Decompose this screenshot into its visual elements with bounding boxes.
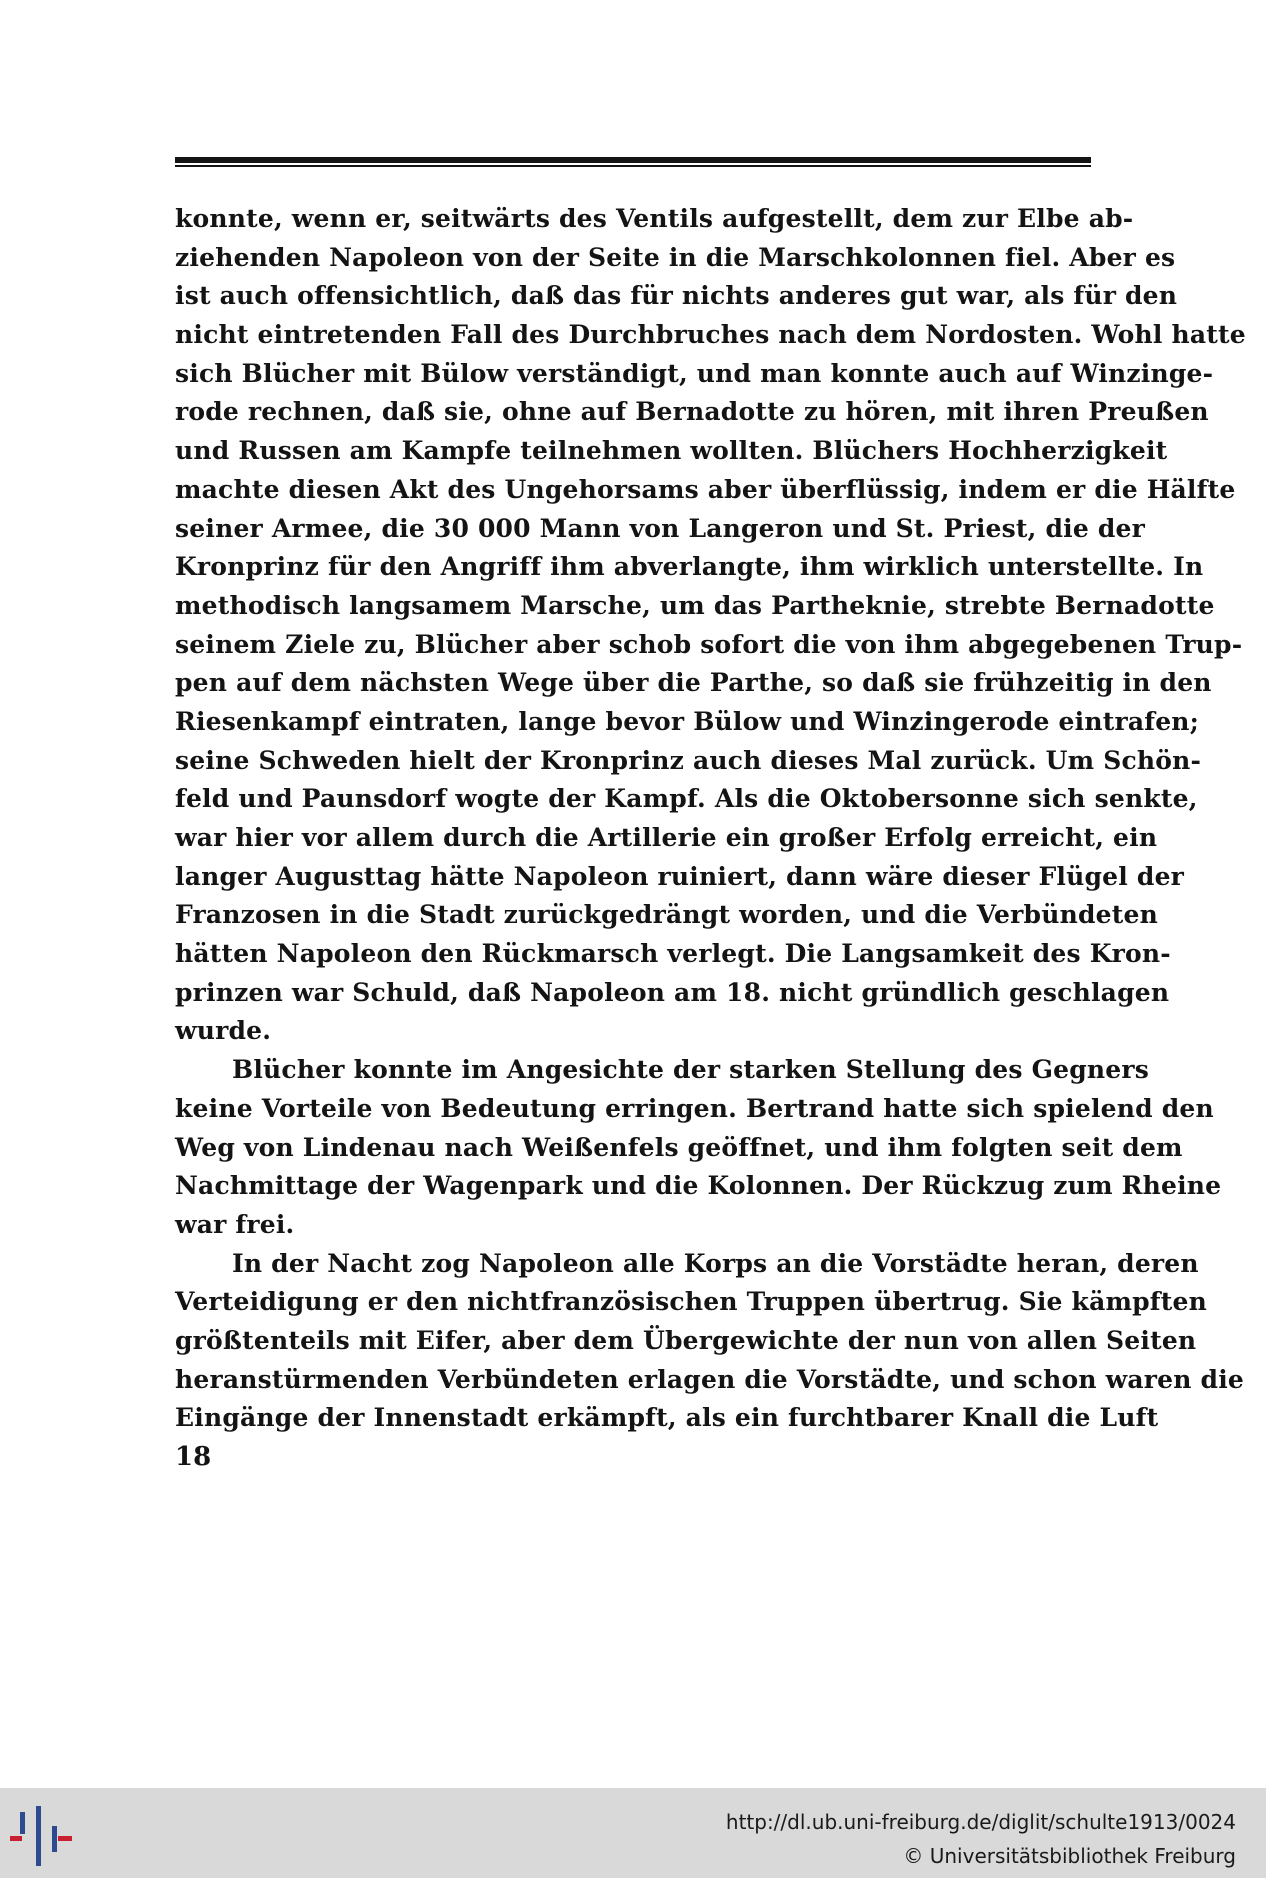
text-line: methodisch langsamem Marsche, um das Partheknie, strebte Bernadotte (175, 590, 1215, 620)
text-line: hätten Napoleon den Rückmarsch verlegt. Die Langsamkeit des Kron- (175, 939, 1171, 969)
text-line: konnte, wenn er, seitwärts des Ventils aufgestellt, dem zur Elbe ab- (175, 204, 1134, 233)
text-line: ist auch offensichtlich, daß das für nichts anderes gut war, als für den (175, 281, 1178, 311)
text-line: größtenteils mit Eifer, aber dem Übergewichte der nun von allen Seiten (175, 1325, 1197, 1355)
page-number: 18 (175, 1442, 212, 1472)
logo-dash-left (10, 1836, 22, 1841)
text-line: nicht eintretenden Fall des Durchbruches nach dem Nordosten. Wohl hatte (175, 320, 1246, 350)
footer-url-link[interactable]: http://dl.ub.uni-freiburg.de/diglit/schulte1913/0024 (725, 1810, 1236, 1834)
text-line: machte diesen Akt des Ungehorsams aber überflüssig, indem er die Hälfte (175, 474, 1236, 504)
text-line: war hier vor allem durch die Artillerie ein großer Erfolg erreicht, ein (175, 823, 1158, 852)
logo-bar-left (20, 1812, 25, 1834)
text-line: feld und Paunsdorf wogte der Kampf. Als die Oktobersonne sich senkte, (175, 784, 1198, 814)
footer-bar (0, 1788, 1266, 1878)
text-line: Franzosen in die Stadt zurückgedrängt worden, und die Verbündeten (175, 900, 1158, 930)
text-line: seiner Armee, die 30 000 Mann von Langeron und St. Priest, die der (175, 513, 1146, 543)
text-line: Eingänge der Innenstadt erkämpft, als ein furchtbarer Knall die Luft (175, 1403, 1159, 1433)
text-line: war frei. (175, 1209, 295, 1239)
body-text (175, 200, 1246, 1438)
text-line: rode rechnen, daß sie, ohne auf Bernadotte zu hören, mit ihren Preußen (175, 397, 1209, 427)
text-line: und Russen am Kampfe teilnehmen wollten. Blüchers Hochherzigkeit (175, 436, 1168, 466)
footer-copyright: © Universitätsbibliothek Freiburg (903, 1844, 1236, 1868)
text-line: wurde. (175, 1016, 272, 1046)
text-line: Riesenkampf eintraten, lange bevor Bülow und Winzingerode eintrafen; (175, 706, 1200, 736)
text-line: ziehenden Napoleon von der Seite in die Marschkolonnen fiel. Aber es (175, 242, 1176, 272)
text-line: keine Vorteile von Bedeutung erringen. Bertrand hatte sich spielend den (175, 1093, 1214, 1123)
text-line: Nachmittage der Wagenpark und die Kolonnen. Der Rückzug zum Rheine (175, 1171, 1222, 1201)
text-line: seinem Ziele zu, Blücher aber schob sofort die von ihm abgegebenen Trup- (175, 629, 1243, 659)
logo-bar-center (36, 1806, 41, 1866)
header-rule (175, 157, 1091, 163)
text-line: Blücher konnte im Angesichte der starken Stellung des Gegners (232, 1055, 1150, 1085)
text-line: seine Schweden hielt der Kronprinz auch dieses Mal zurück. Um Schön- (175, 745, 1202, 775)
text-line: In der Nacht zog Napoleon alle Korps an die Vorstädte heran, deren (232, 1248, 1199, 1278)
header-rule-thin (175, 165, 1091, 167)
text-line: sich Blücher mit Bülow verständigt, und man konnte auch auf Winzinge- (175, 358, 1214, 388)
text-line: Weg von Lindenau nach Weißenfels geöffnet, und ihm folgten seit dem (175, 1132, 1183, 1162)
logo-bar-right (52, 1826, 57, 1852)
text-line: prinzen war Schuld, daß Napoleon am 18. nicht gründlich geschlagen (175, 977, 1170, 1007)
text-line: Kronprinz für den Angriff ihm abverlangte, ihm wirklich unterstellte. In (175, 552, 1204, 582)
text-line: Verteidigung er den nichtfranzösischen Truppen übertrug. Sie kämpften (175, 1287, 1207, 1317)
text-line: heranstürmenden Verbündeten erlagen die Vorstädte, und schon waren die (175, 1364, 1244, 1394)
text-line: pen auf dem nächsten Wege über die Parthe, so daß sie frühzeitig in den (175, 668, 1212, 698)
text-line: langer Augusttag hätte Napoleon ruiniert, dann wäre dieser Flügel der (175, 861, 1185, 891)
ub-freiburg-logo-icon (10, 1806, 80, 1866)
logo-dash-right (58, 1836, 72, 1841)
